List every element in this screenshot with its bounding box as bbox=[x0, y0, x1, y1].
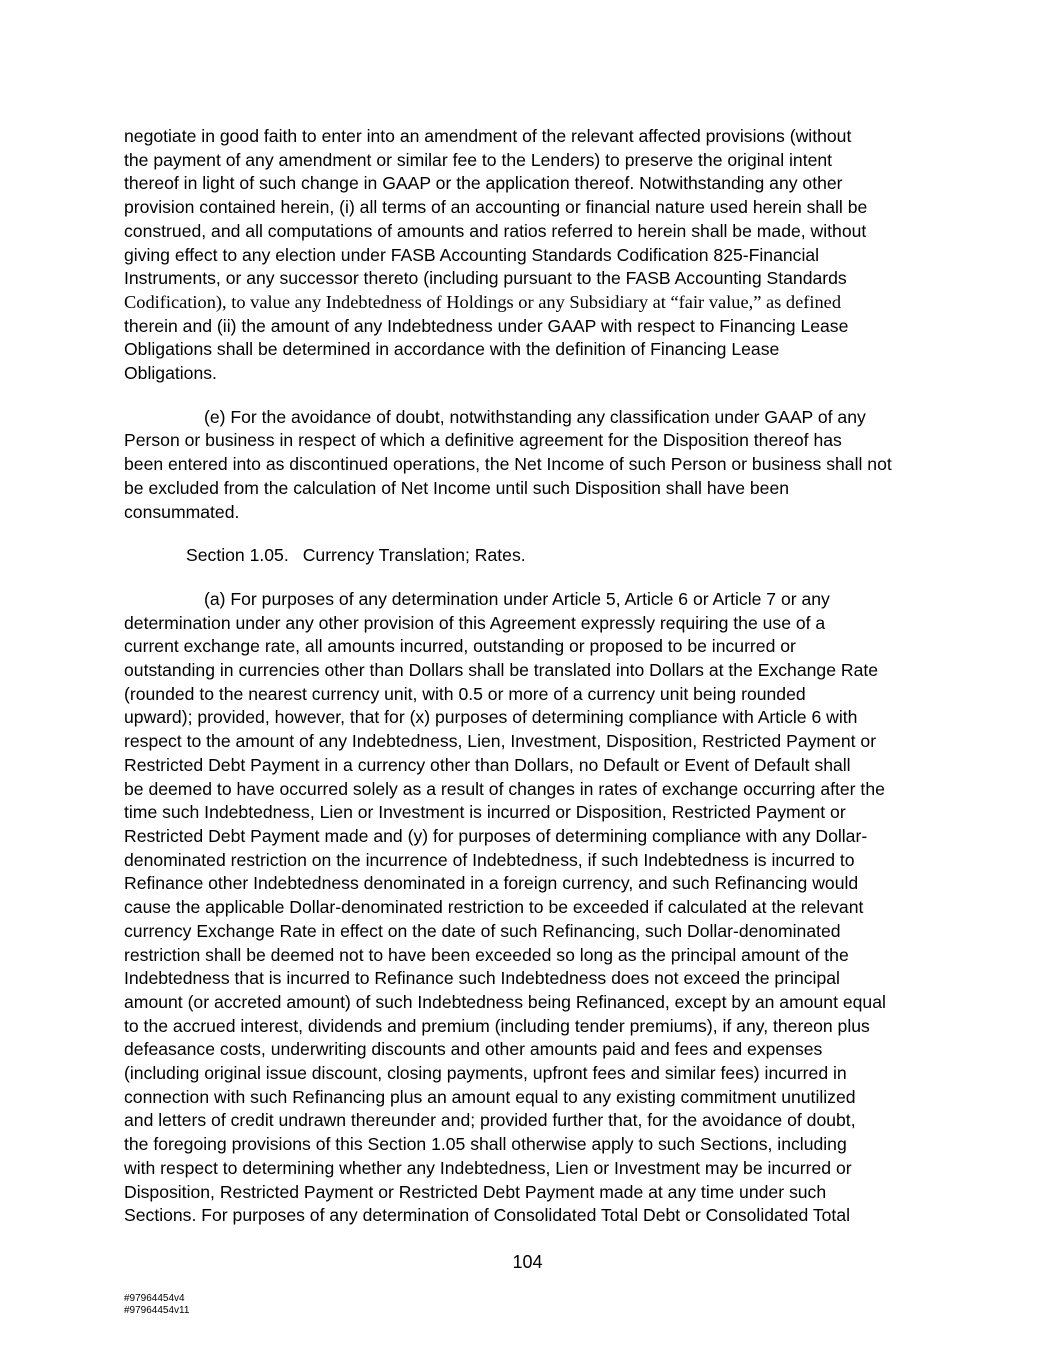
text-line: provision contained herein, (i) all terms of an accounting or financial nature used herein shall be bbox=[124, 197, 868, 218]
text-line: giving effect to any election under FASB Accounting Standards Codification 825-Financial bbox=[124, 244, 820, 265]
text-line: denominated restriction on the incurrence of Indebtedness, if such Indebtedness is incurred to bbox=[124, 849, 855, 870]
paragraph-a bbox=[124, 588, 936, 1228]
document-id-block bbox=[124, 1293, 189, 1317]
text-line: defeasance costs, underwriting discounts and other amounts paid and fees and expenses bbox=[124, 1039, 823, 1060]
text-line: therein and (ii) the amount of any Indebtedness under GAAP with respect to Financing Lease bbox=[124, 315, 849, 336]
text-line: (rounded to the nearest currency unit, with 0.5 or more of a currency unit being rounded bbox=[124, 683, 806, 704]
paragraph-continuation bbox=[124, 125, 936, 386]
text-line: determination under any other provision of this Agreement expressly requiring the use of a bbox=[124, 612, 826, 633]
text-line: Codification), to value any Indebtedness of Holdings or any Subsidiary at “fair value,” as defined bbox=[124, 291, 842, 312]
text-line: restriction shall be deemed not to have been exceeded so long as the principal amount of the bbox=[124, 944, 849, 965]
text-line: amount (or accreted amount) of such Indebtedness being Refinanced, except by an amount equal bbox=[124, 991, 886, 1012]
text-line: current exchange rate, all amounts incurred, outstanding or proposed to be incurred or bbox=[124, 636, 796, 657]
document-body bbox=[124, 125, 936, 1248]
text-line: Obligations. bbox=[124, 363, 217, 384]
text-line: been entered into as discontinued operations, the Net Income of such Person or business shall not bbox=[124, 454, 892, 475]
text-line: be deemed to have occurred solely as a result of changes in rates of exchange occurring after the bbox=[124, 778, 885, 799]
section-title: Currency Translation; Rates. bbox=[302, 545, 526, 566]
text-line: be excluded from the calculation of Net Income until such Disposition shall have been bbox=[124, 477, 790, 498]
document-id: #97964454v11 bbox=[124, 1305, 190, 1316]
text-line: connection with such Refinancing plus an amount equal to any existing commitment unutilized bbox=[124, 1086, 856, 1107]
text-line-first bbox=[124, 588, 936, 612]
section-heading bbox=[186, 544, 936, 568]
text-line: (e) For the avoidance of doubt, notwithstanding any classification under GAAP of any bbox=[204, 406, 866, 427]
text-line: Refinance other Indebtedness denominated in a foreign currency, and such Refinancing would bbox=[124, 873, 859, 894]
text-line: Instruments, or any successor thereto (including pursuant to the FASB Accounting Standards bbox=[124, 268, 847, 289]
text-line: cause the applicable Dollar-denominated restriction to be exceeded if calculated at the relevant bbox=[124, 897, 864, 918]
text-line: to the accrued interest, dividends and premium (including tender premiums), if any, thereon plus bbox=[124, 1015, 870, 1036]
text-line: the foregoing provisions of this Section 1.05 shall otherwise apply to such Sections, including bbox=[124, 1134, 847, 1155]
document-id: #97964454v4 bbox=[124, 1293, 185, 1304]
text-line: time such Indebtedness, Lien or Investment is incurred or Disposition, Restricted Payment or bbox=[124, 802, 846, 823]
text-line: consummated. bbox=[124, 501, 240, 522]
text-line: Indebtedness that is incurred to Refinance such Indebtedness does not exceed the principal bbox=[124, 968, 840, 989]
text-line: upward); provided, however, that for (x) purposes of determining compliance with Article 6 with bbox=[124, 707, 858, 728]
text-line: negotiate in good faith to enter into an amendment of the relevant affected provisions (without bbox=[124, 126, 852, 146]
text-line: and letters of credit undrawn thereunder and; provided further that, for the avoidance of doubt, bbox=[124, 1110, 856, 1131]
text-line: outstanding in currencies other than Dollars shall be translated into Dollars at the Exchange Rate bbox=[124, 660, 879, 681]
text-line: respect to the amount of any Indebtedness, Lien, Investment, Disposition, Restricted Payment or bbox=[124, 731, 877, 752]
text-line: construed, and all computations of amounts and ratios referred to herein shall be made, without bbox=[124, 220, 867, 241]
text-line-first bbox=[124, 406, 936, 430]
text-line: Restricted Debt Payment made and (y) for purposes of determining compliance with any Dollar- bbox=[124, 825, 868, 846]
text-line: Obligations shall be determined in accordance with the definition of Financing Lease bbox=[124, 339, 780, 360]
page-number: 104 bbox=[512, 1252, 543, 1272]
section-number: Section 1.05. bbox=[186, 545, 289, 566]
text-line: Sections. For purposes of any determination of Consolidated Total Debt or Consolidated Total bbox=[124, 1205, 851, 1226]
text-line: Disposition, Restricted Payment or Restricted Debt Payment made at any time under such bbox=[124, 1181, 827, 1202]
text-line: (including original issue discount, closing payments, upfront fees and similar fees) incurred in bbox=[124, 1063, 847, 1084]
text-line: Person or business in respect of which a definitive agreement for the Disposition thereof has bbox=[124, 430, 842, 451]
text-line: the payment of any amendment or similar fee to the Lenders) to preserve the original intent bbox=[124, 149, 833, 170]
paragraph-e bbox=[124, 406, 936, 525]
text-line: with respect to determining whether any Indebtedness, Lien or Investment may be incurred or bbox=[124, 1157, 852, 1178]
text-line: currency Exchange Rate in effect on the date of such Refinancing, such Dollar-denominated bbox=[124, 920, 841, 941]
text-line: thereof in light of such change in GAAP or the application thereof. Notwithstanding any other bbox=[124, 173, 843, 194]
text-line: (a) For purposes of any determination under Article 5, Article 6 or Article 7 or any bbox=[204, 588, 830, 609]
text-line: Restricted Debt Payment in a currency other than Dollars, no Default or Event of Default shall bbox=[124, 754, 851, 775]
